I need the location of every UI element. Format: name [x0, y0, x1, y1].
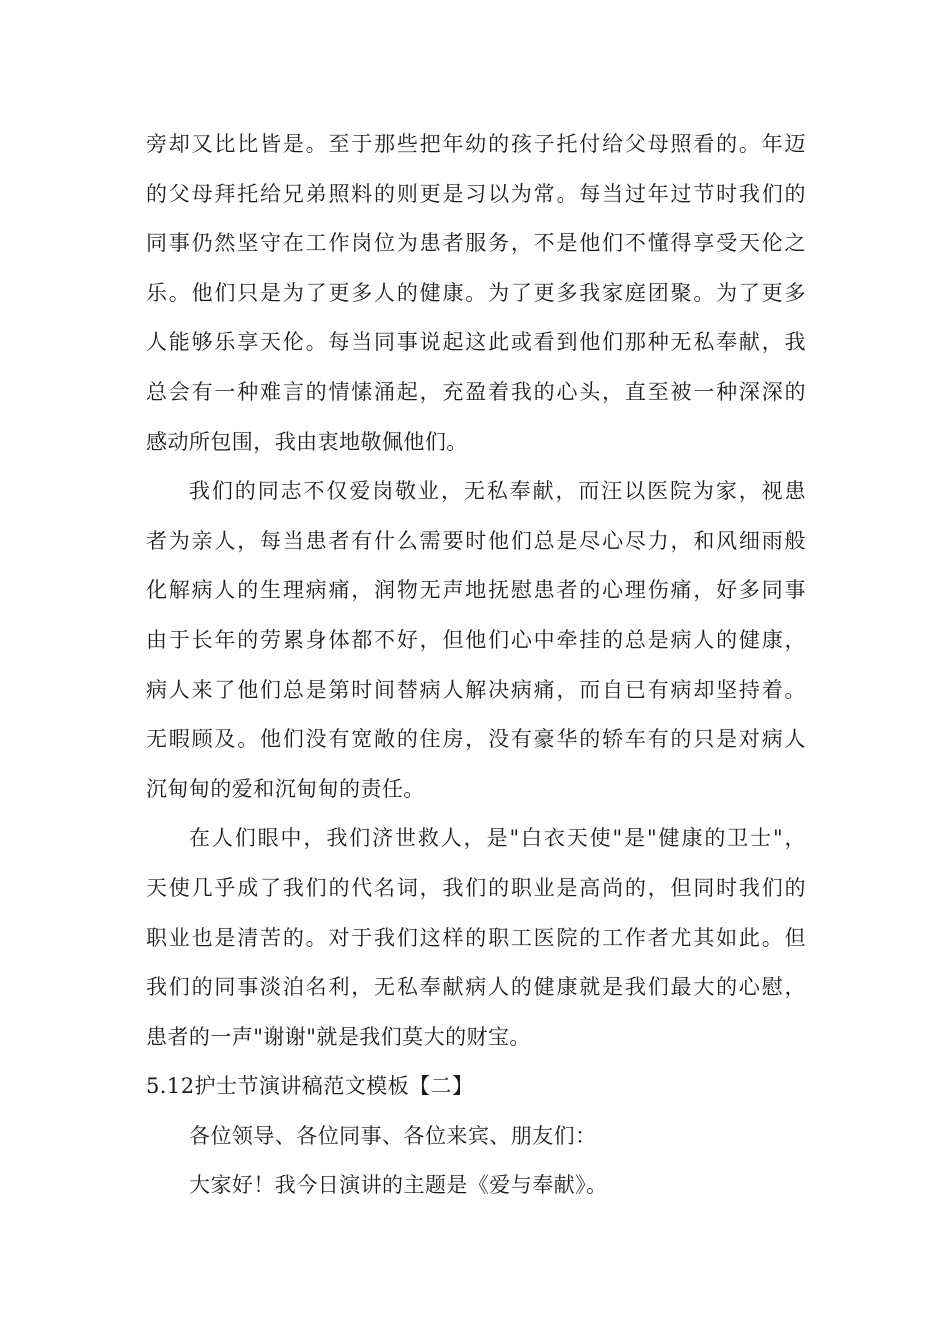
document-page — [146, 120, 806, 1211]
text-line: 我们的同事淡泊名利，无私奉献病人的健康就是我们最大的心慰， — [146, 975, 806, 1000]
text-line: 者为亲人，每当患者有什么需要时他们总是尽心尽力，和风细雨般 — [146, 528, 806, 553]
paragraph — [146, 814, 806, 1062]
text-line: 无暇顾及。他们没有宽敞的住房，没有豪华的轿车有的只是对病人 — [146, 727, 806, 752]
text-line: 职业也是清苦的。对于我们这样的职工医院的工作者尤其如此。但 — [146, 925, 806, 950]
text-line: 感动所包围，我由衷地敬佩他们。 — [146, 429, 468, 454]
text-line: 由于长年的劳累身体都不好，但他们心中牵挂的总是病人的健康， — [146, 627, 806, 652]
document-body — [146, 120, 806, 1211]
paragraph — [146, 1161, 806, 1211]
paragraph — [146, 467, 806, 814]
text-line: 旁却又比比皆是。至于那些把年幼的孩子托付给父母照看的。年迈 — [146, 132, 806, 156]
text-line: 各位领导、各位同事、各位来宾、朋友们： — [189, 1123, 597, 1148]
text-line: 患者的一声"谢谢"就是我们莫大的财宝。 — [146, 1024, 531, 1049]
text-line: 在人们眼中，我们济世救人，是"白衣天使"是"健康的卫士"， — [189, 826, 806, 851]
text-line: 大家好！我今日演讲的主题是《爱与奉献》。 — [189, 1173, 608, 1198]
heading-text: 5.12护士节演讲稿范文模板【二】 — [146, 1074, 474, 1099]
text-line: 人能够乐享天伦。每当同事说起这此或看到他们那种无私奉献，我 — [146, 330, 806, 355]
text-line: 病人来了他们总是第时间替病人解决病痛，而自已有病却坚持着。 — [146, 677, 806, 702]
text-line: 天使几乎成了我们的代名词，我们的职业是高尚的，但同时我们的 — [146, 875, 806, 900]
text-line: 同事仍然坚守在工作岗位为患者服务，不是他们不懂得享受天伦之 — [146, 231, 806, 256]
paragraph — [146, 120, 806, 467]
paragraph — [146, 1112, 806, 1162]
text-line: 沉甸甸的爱和沉甸甸的责任。 — [146, 776, 425, 801]
section-heading — [146, 1062, 806, 1112]
text-line: 乐。他们只是为了更多人的健康。为了更多我家庭团聚。为了更多 — [146, 280, 806, 305]
text-line: 我们的同志不仅爱岗敬业，无私奉献，而汪以医院为家，视患 — [189, 479, 806, 504]
text-line: 化解病人的生理病痛，润物无声地抚慰患者的心理伤痛，好多同事 — [146, 578, 806, 603]
text-line: 总会有一种难言的情愫涌起，充盈着我的心头，直至被一种深深的 — [146, 379, 806, 404]
text-line: 的父母拜托给兄弟照料的则更是习以为常。每当过年过节时我们的 — [146, 181, 806, 206]
